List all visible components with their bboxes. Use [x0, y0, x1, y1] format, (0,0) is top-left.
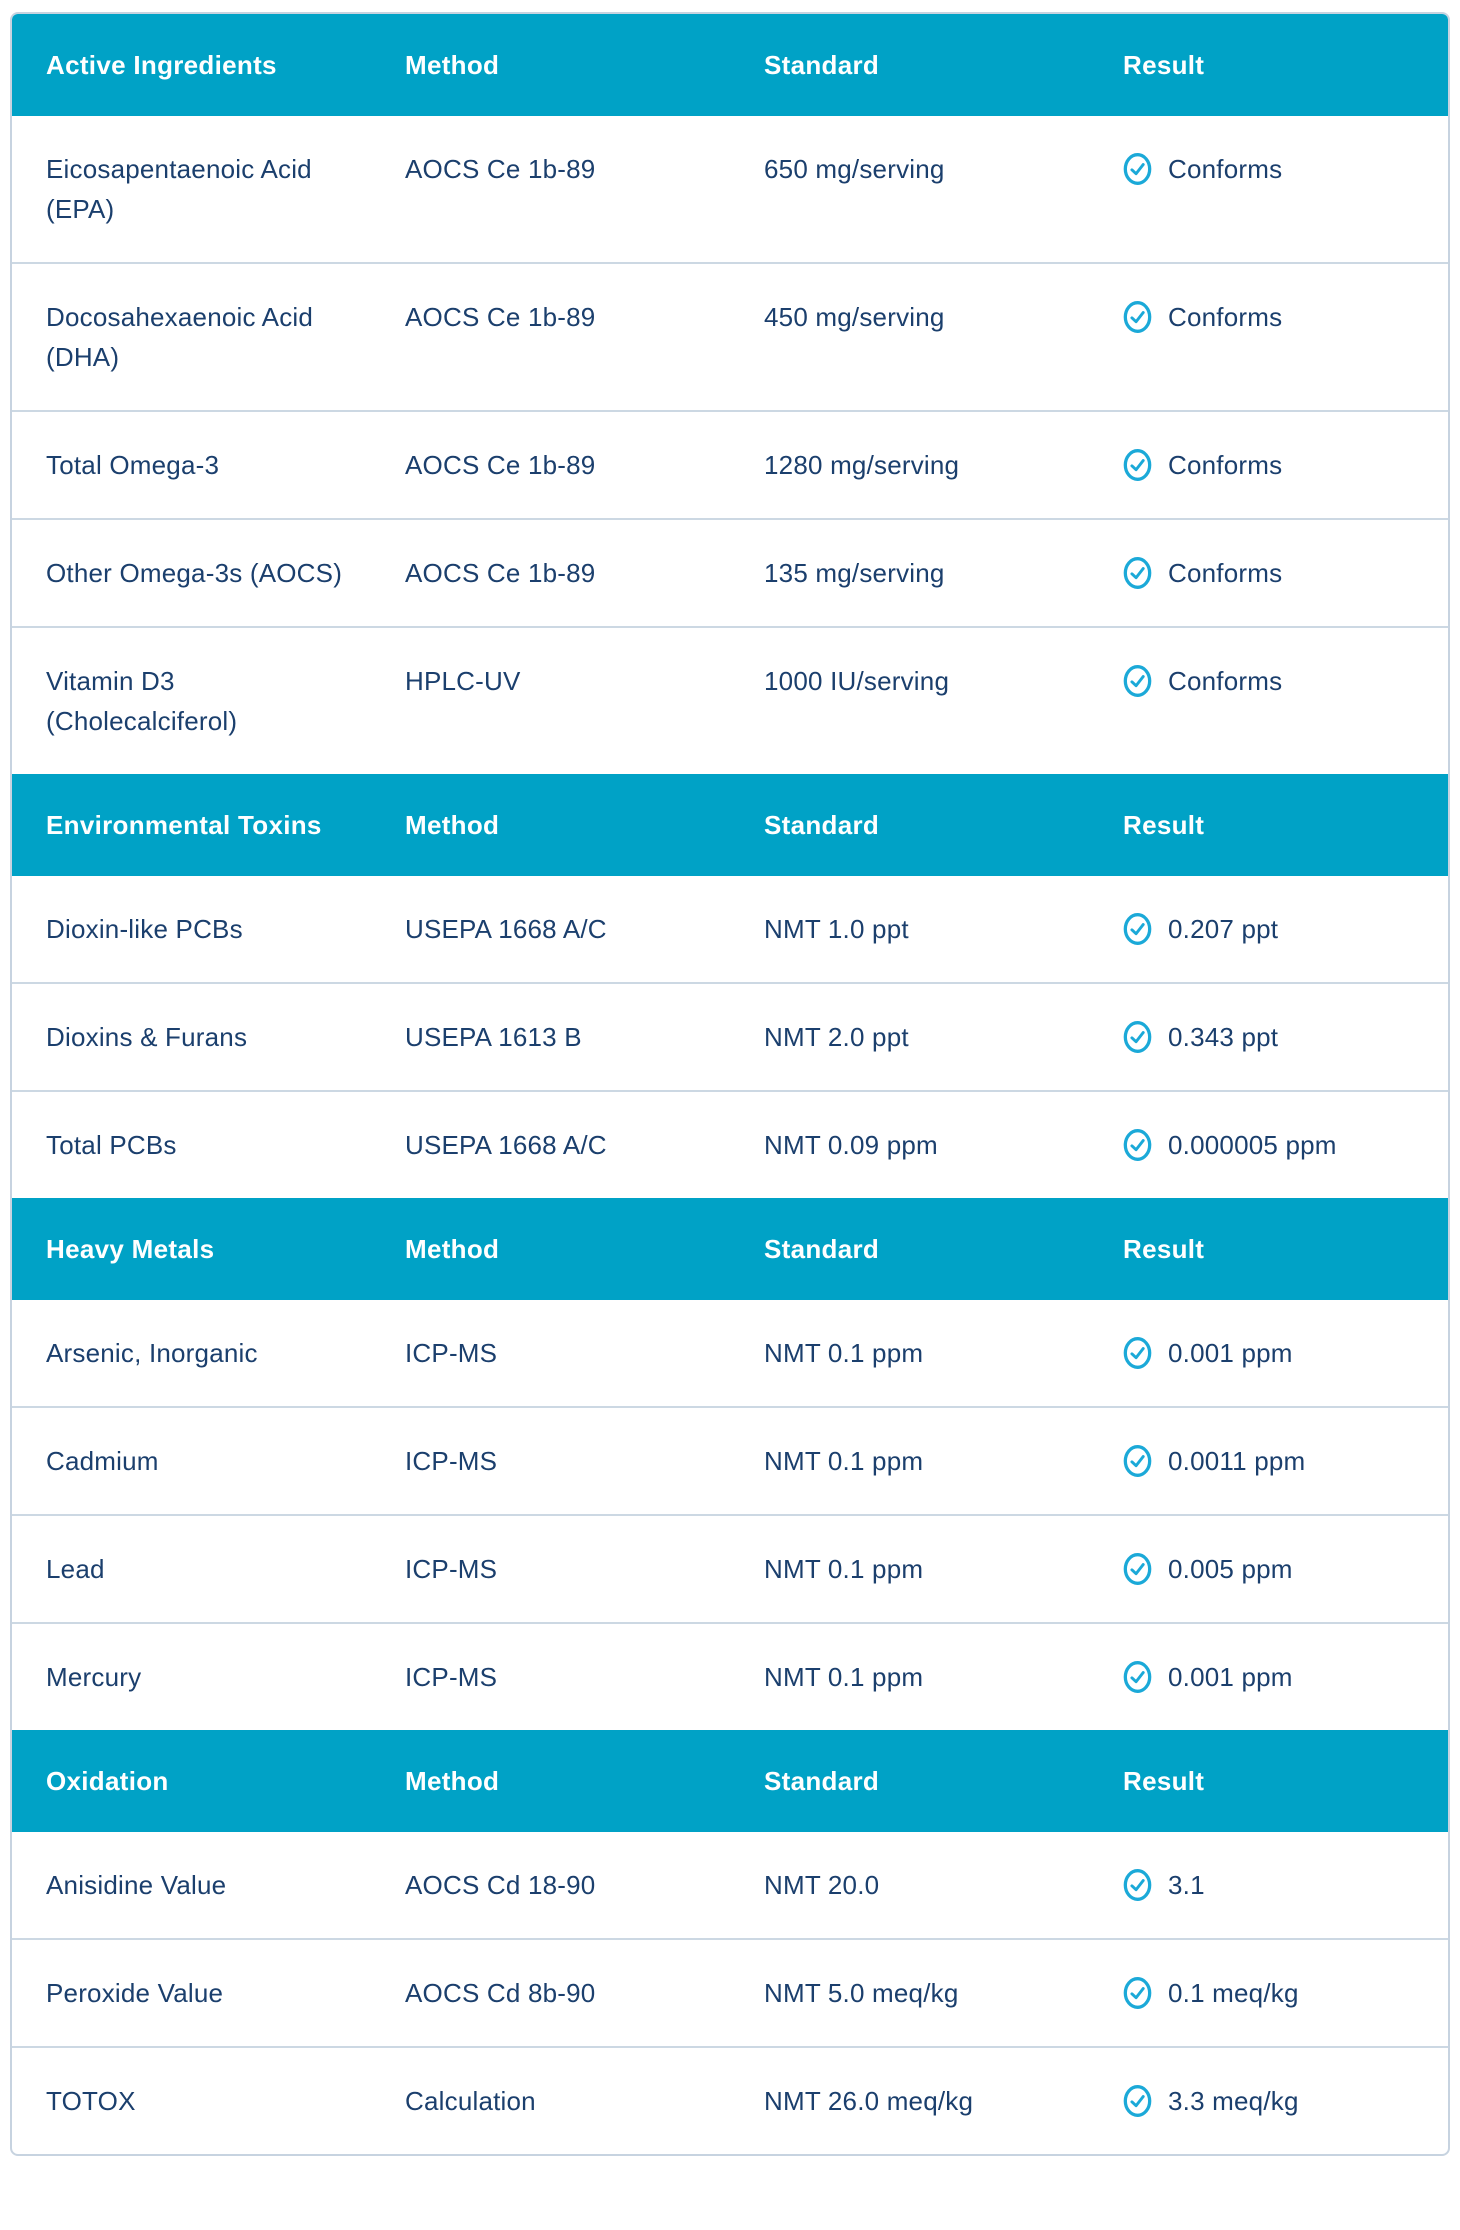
- column-header-result: Result: [1089, 774, 1448, 876]
- table-row: [12, 1515, 1448, 1623]
- result-cell: [1089, 1091, 1448, 1198]
- result-text: 0.000005 ppm: [1168, 1130, 1337, 1160]
- check-circle-icon: [1123, 1128, 1152, 1162]
- result-value: [1123, 1125, 1428, 1165]
- table-row: [12, 1623, 1448, 1730]
- result-text: Conforms: [1168, 558, 1283, 588]
- method-value: USEPA 1613 B: [371, 983, 730, 1091]
- result-cell: [1089, 627, 1448, 774]
- result-value: [1123, 1657, 1428, 1697]
- method-value: ICP-MS: [371, 1407, 730, 1515]
- result-value: [1123, 149, 1428, 189]
- table-row: [12, 116, 1448, 263]
- standard-value: NMT 0.1 ppm: [764, 1338, 924, 1368]
- result-value: [1123, 553, 1428, 593]
- analyte-name: Mercury: [12, 1623, 371, 1730]
- standard-value: 135 mg/serving: [730, 519, 1089, 627]
- check-circle-icon: [1123, 556, 1152, 590]
- method-value: AOCS Cd 18-90: [405, 1870, 596, 1900]
- check-circle-icon: [1123, 1976, 1152, 2010]
- check-circle-icon: [1123, 1336, 1152, 1370]
- table-row: [12, 1939, 1448, 2047]
- result-value: [1123, 661, 1428, 701]
- result-cell: [1089, 876, 1448, 983]
- check-circle-icon: [1123, 152, 1152, 186]
- section-title: Heavy Metals: [12, 1198, 371, 1300]
- column-header-result: Result: [1089, 1730, 1448, 1832]
- section-header-row: [12, 14, 1448, 116]
- section-title: Environmental Toxins: [12, 774, 371, 876]
- section-title: Active Ingredients: [12, 14, 371, 116]
- check-circle-icon: [1123, 912, 1152, 946]
- standard-value: 450 mg/serving: [730, 263, 1089, 411]
- column-header-method: Method: [371, 14, 730, 116]
- result-text: 3.1: [1168, 1870, 1205, 1900]
- result-cell: [1089, 411, 1448, 519]
- method-value: HPLC-UV: [371, 627, 730, 774]
- check-circle-icon: [1123, 664, 1152, 698]
- check-circle-icon: [1123, 1868, 1152, 1902]
- method-value: AOCS Cd 8b-90: [371, 1939, 730, 2047]
- standard-value: NMT 26.0 meq/kg: [730, 2047, 1089, 2154]
- result-value: [1123, 1017, 1428, 1057]
- analyte-name: Dioxins & Furans: [12, 983, 371, 1091]
- section-header-row: [12, 1198, 1448, 1300]
- analyte-name: Total PCBs: [12, 1091, 371, 1198]
- check-circle-icon: [1123, 1552, 1152, 1586]
- standard-value: NMT 0.09 ppm: [730, 1091, 1089, 1198]
- section-title: Oxidation: [12, 1730, 371, 1832]
- column-header-result: Result: [1089, 1198, 1448, 1300]
- result-value: [1123, 445, 1428, 485]
- result-text: 0.001 ppm: [1168, 1338, 1293, 1368]
- column-header-method: Method: [371, 1730, 730, 1832]
- column-header-standard: Standard: [730, 1198, 1089, 1300]
- table-row: [12, 1832, 1448, 1939]
- result-cell: [1089, 983, 1448, 1091]
- result-value: [1123, 909, 1428, 949]
- column-header-result: Result: [1089, 14, 1448, 116]
- result-value: [1123, 1973, 1428, 2013]
- table-row: [12, 263, 1448, 411]
- coa-results-card: [10, 12, 1450, 2156]
- check-circle-icon: [1123, 1020, 1152, 1054]
- table-row: [12, 519, 1448, 627]
- result-cell: [1089, 1623, 1448, 1730]
- standard-value: NMT 0.1 ppm: [730, 1623, 1089, 1730]
- analyte-name: Other Omega-3s (AOCS): [12, 519, 371, 627]
- result-cell: [1089, 519, 1448, 627]
- column-header-standard: Standard: [730, 14, 1089, 116]
- analyte-name: Total Omega-3: [12, 411, 371, 519]
- column-header-standard: Standard: [730, 1730, 1089, 1832]
- result-text: 0.1 meq/kg: [1168, 1978, 1299, 2008]
- result-value: [1123, 1549, 1428, 1589]
- check-circle-icon: [1123, 1444, 1152, 1478]
- method-value: AOCS Ce 1b-89: [371, 411, 730, 519]
- method-value: AOCS Ce 1b-89: [405, 154, 596, 184]
- method-value: USEPA 1668 A/C: [371, 1091, 730, 1198]
- analyte-name: TOTOX: [12, 2047, 371, 2154]
- standard-value: NMT 0.1 ppm: [730, 1407, 1089, 1515]
- result-text: Conforms: [1168, 450, 1283, 480]
- result-cell: [1089, 1832, 1448, 1939]
- result-cell: [1089, 1939, 1448, 2047]
- analyte-name: Anisidine Value: [46, 1870, 227, 1900]
- result-cell: [1089, 2047, 1448, 2154]
- table-row: [12, 1407, 1448, 1515]
- analyte-name: Vitamin D3 (Cholecalciferol): [12, 627, 371, 774]
- table-row: [12, 2047, 1448, 2154]
- standard-value: 650 mg/serving: [764, 154, 945, 184]
- table-row: [12, 876, 1448, 983]
- method-value: AOCS Ce 1b-89: [371, 519, 730, 627]
- analyte-name: Dioxin-like PCBs: [46, 914, 243, 944]
- result-value: [1123, 1333, 1428, 1373]
- result-text: Conforms: [1168, 154, 1283, 184]
- standard-value: NMT 0.1 ppm: [730, 1515, 1089, 1623]
- standard-value: NMT 5.0 meq/kg: [730, 1939, 1089, 2047]
- table-row: [12, 1300, 1448, 1407]
- check-circle-icon: [1123, 448, 1152, 482]
- section-header-row: [12, 1730, 1448, 1832]
- column-header-method: Method: [371, 1198, 730, 1300]
- standard-value: 1280 mg/serving: [730, 411, 1089, 519]
- analyte-name: Docosahexaenoic Acid (DHA): [12, 263, 371, 411]
- table-row: [12, 1091, 1448, 1198]
- table-row: [12, 627, 1448, 774]
- table-row: [12, 411, 1448, 519]
- check-circle-icon: [1123, 300, 1152, 334]
- method-value: USEPA 1668 A/C: [405, 914, 607, 944]
- method-value: ICP-MS: [405, 1338, 498, 1368]
- section-header-row: [12, 774, 1448, 876]
- result-text: 0.207 ppt: [1168, 914, 1279, 944]
- analyte-name: Peroxide Value: [12, 1939, 371, 2047]
- analyte-name: Cadmium: [12, 1407, 371, 1515]
- check-circle-icon: [1123, 2084, 1152, 2118]
- result-text: 0.001 ppm: [1168, 1662, 1293, 1692]
- result-text: Conforms: [1168, 302, 1283, 332]
- table-row: [12, 983, 1448, 1091]
- result-value: [1123, 297, 1428, 337]
- result-cell: [1089, 1300, 1448, 1407]
- result-value: [1123, 1441, 1428, 1481]
- result-text: 0.343 ppt: [1168, 1022, 1279, 1052]
- result-cell: [1089, 116, 1448, 263]
- standard-value: 1000 IU/serving: [730, 627, 1089, 774]
- result-text: 0.005 ppm: [1168, 1554, 1293, 1584]
- method-value: ICP-MS: [371, 1515, 730, 1623]
- coa-results-table: [12, 14, 1448, 2154]
- result-cell: [1089, 1515, 1448, 1623]
- result-text: 3.3 meq/kg: [1168, 2086, 1299, 2116]
- result-text: Conforms: [1168, 666, 1283, 696]
- result-value: [1123, 2081, 1428, 2121]
- standard-value: NMT 2.0 ppt: [730, 983, 1089, 1091]
- method-value: ICP-MS: [371, 1623, 730, 1730]
- method-value: AOCS Ce 1b-89: [371, 263, 730, 411]
- standard-value: NMT 1.0 ppt: [764, 914, 909, 944]
- column-header-standard: Standard: [730, 774, 1089, 876]
- result-cell: [1089, 263, 1448, 411]
- result-cell: [1089, 1407, 1448, 1515]
- result-value: [1123, 1865, 1428, 1905]
- column-header-method: Method: [371, 774, 730, 876]
- check-circle-icon: [1123, 1660, 1152, 1694]
- analyte-name: Arsenic, Inorganic: [46, 1338, 258, 1368]
- analyte-name: Eicosapentaenoic Acid (EPA): [46, 154, 312, 224]
- result-text: 0.0011 ppm: [1168, 1446, 1306, 1476]
- analyte-name: Lead: [12, 1515, 371, 1623]
- method-value: Calculation: [371, 2047, 730, 2154]
- standard-value: NMT 20.0: [764, 1870, 880, 1900]
